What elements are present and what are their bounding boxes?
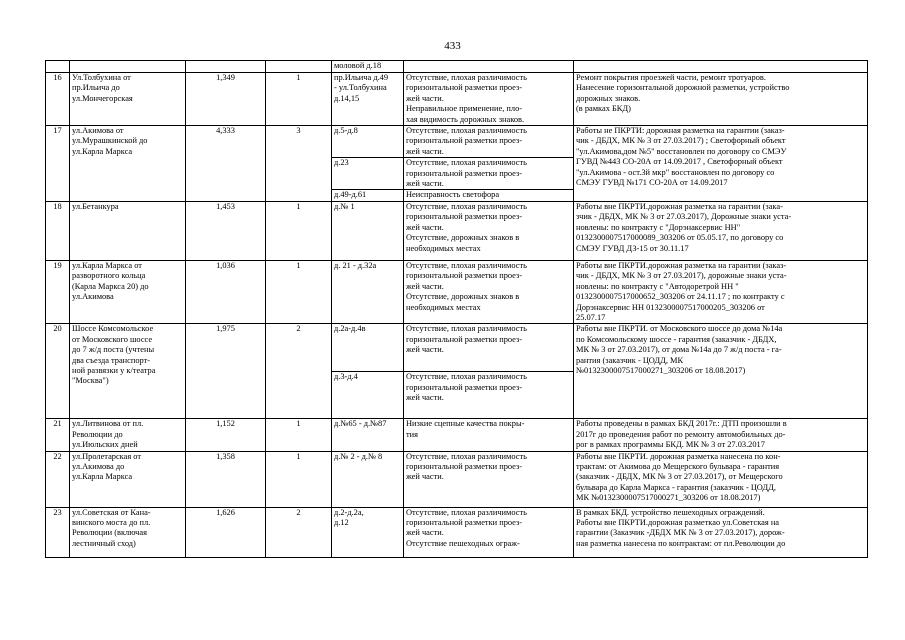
works-cell: Работы не ПКРТИ: дорожная разметка на гарантии (заказ- чик - ДБДХ, МК № 3 от 27.03.2017) ; Светофорный объект "ул.Акимова,дом №5" восстановлен по договору со СМЭУ ГУВД №443 СО-20А от 14.09.2017 , Светофорный объект "ул.Акимова - ост.3й мкр" восстановлен по договору со СМЭУ ГУВД №171 СО-20А от 14.09.2017 [574, 126, 868, 202]
street-cell cell-text: ул.Советская от Кана- винского моста до пл. Революции (включая лестничный сход) [70, 507, 186, 557]
table-row [46, 419, 868, 451]
row-number-cell: 23 [46, 507, 70, 557]
address-cell: д.49-д.61 [332, 190, 404, 201]
length-cell: 1,152 [186, 419, 266, 451]
length-cell: 1,453 [186, 201, 266, 260]
works-cell: Работы вне ПКРТИ. дорожная разметка нанесена по кон- трактам: от Акимова до Мещерского бульвара - гарантия (заказчик - ДБДХ, МК № 3 от 27.03.2017), от Мещерского бульвара до Карла Маркса - гарантия (заказчик - ЦОДД, МК №0132300007517000271_303206 от 18.08.2017) [574, 451, 868, 507]
row-number-cell: 21 [46, 419, 70, 451]
defect-cell: Низкие сцепные качества покры- тия [404, 419, 574, 451]
length-cell: 1,358 [186, 451, 266, 507]
lanes-cell: 3 [266, 126, 332, 202]
works-cell: Работы проведены в рамках БКД 2017г.: ДТП произошли в 2017г до проведения работ по ремонту автомобильных до- рог в рамках программы БКД. МК № 3 от 27.03.2017 [574, 419, 868, 451]
lanes-cell: 1 [266, 451, 332, 507]
works-cell: Работы вне ПКРТИ.дорожная разметка на гарантии (заказ- чик - ДБДХ, МК № 3 от 27.03.2017), дорожные знаки уста- новлены: по контракту с "Автодоретрой НН " 0132300007517000652_303206 от 24.11.17 ; по контракту с Дорэнаксервис НН 0132300007517000205_303206 от 25.07.17 [574, 260, 868, 323]
lanes-cell: 1 [266, 201, 332, 260]
length-cell: 1,975 [186, 324, 266, 419]
row-number-cell: 16 [46, 73, 70, 126]
defect-cell: Отсутствие, плохая различимость горизонтальной разметки проез- жей части. [404, 451, 574, 507]
lanes-cell: 1 [266, 73, 332, 126]
roads-table [45, 60, 868, 558]
row-number-cell: 18 [46, 201, 70, 260]
table-row [46, 201, 868, 260]
lanes-cell: 1 [266, 260, 332, 323]
works-cell: Работы вне ПКРТИ.дорожная разметка на гарантии (зака- зчик - ДБДХ, МК № 3 от 27.03.2017), Дорожные знаки уста- новлены: по контракту с "Дорэнаксервис НН" 0132300007517000089_303206 от 05.05.17, по договору со СМЭУ ГУВД ДЗ-15 от 30.11.17 [574, 201, 868, 260]
lanes-cell: 2 [266, 324, 332, 419]
lanes-cell: 2 [266, 507, 332, 557]
street-cell cell-text: ул.Акимова от ул.Мурашкинской до ул.Карла Маркса [70, 126, 186, 202]
page-number: 433 [444, 40, 461, 52]
table-row-continuation [46, 61, 868, 73]
defect-cell: Отсутствие, плохая различимость горизонтальной разметки проез- жей части. [404, 372, 574, 419]
defect-cell: Отсутствие, плохая различимость горизонтальной разметки проез- жей части. Неправильное применение, пло- хая видимость дорожных знаков. [404, 73, 574, 126]
address-cell: д.3-д.4 [332, 372, 404, 419]
table-row [46, 73, 868, 126]
table-row [46, 324, 868, 372]
length-cell: 4,333 [186, 126, 266, 202]
row-number-cell: 22 [46, 451, 70, 507]
street-cell cell-text: Шоссе Комсомольское от Московского шоссе до 7 ж/д поста (учтены два съезда транспорт- ной развязки у к/театра "Москва") [70, 324, 186, 419]
defect-cell: Отсутствие, плохая различимость горизонтальной разметки проез- жей части. [404, 158, 574, 190]
table-body [46, 61, 868, 558]
works-cell: Ремонт покрытия проезжей части, ремонт тротуаров. Нанесение горизонтальной дорожной разметки, устройство дорожных знаков. (в рамках БКД) [574, 73, 868, 126]
table-row [46, 126, 868, 158]
defect-cell: Отсутствие, плохая различимость горизонтальной разметки проез- жей части. [404, 324, 574, 372]
works-cell: Работы вне ПКРТИ. от Московского шоссе до дома №14а по Комсомольскому шоссе - гарантия (заказчик - ДБДХ, МК № 3 от 27.03.2017), от дома №14а до 7 ж/д поста - га- рантия (заказчик - ЦОДД, МК №0132300007517000271_303206 от 18.08.2017) [574, 324, 868, 419]
defect-cell: Отсутствие, плохая различимость горизонтальной разметки проез- жей части. Отсутствие пешеходных ограж- [404, 507, 574, 557]
defect-cell: Отсутствие, плохая различимость горизонтальной разметки проез- жей части. Отсутствие, дорожных знаков в необходимых местах [404, 260, 574, 323]
length-cell: 1,036 [186, 260, 266, 323]
address-cell: д.2а-д.4в [332, 324, 404, 372]
address-cell: пр.Ильича д.49 - ул.Толбухина д.14,15 [332, 73, 404, 126]
address-cell: д.5-д.8 [332, 126, 404, 158]
street-cell cell-text: ул.Карла Маркса от разворотного кольца (Карла Маркса 20) до ул.Акимова [70, 260, 186, 323]
lanes-cell: 1 [266, 419, 332, 451]
length-cell: 1,626 [186, 507, 266, 557]
row-number-cell: 20 [46, 324, 70, 419]
street-cell cell-text: ул.Бетанкура [70, 201, 186, 260]
row-number-cell: 19 [46, 260, 70, 323]
defect-cell: Отсутствие, плохая различимость горизонтальной разметки проез- жей части. Отсутствие, дорожных знаков в необходимых местах [404, 201, 574, 260]
street-cell cell-text: ул.Литвинова от пл. Революции до ул.Июльских дней [70, 419, 186, 451]
table-row [46, 507, 868, 557]
works-cell: В рамках БКД. устройство пешеходных ограждений. Работы вне ПКРТИ.дорожная разметкао ул.Советская на гарантии (Заказчик -ДБДХ МК № 3 от 27.03.2017), дорож- ная разметка нанесена по контрактам: от пл.Революции до [574, 507, 868, 557]
defect-cell: Отсутствие, плохая различимость горизонтальной разметки проез- жей части. [404, 126, 574, 158]
address-cell: д.№65 - д.№87 [332, 419, 404, 451]
street-cell cell-text: ул.Пролетарская от ул.Акимова до ул.Карла Маркса [70, 451, 186, 507]
defect-cell: Неисправность светофора [404, 190, 574, 201]
street-cell cell-text: Ул.Толбухина от пр.Ильича до ул.Мончегорская [70, 73, 186, 126]
table-row [46, 260, 868, 323]
address-cell: д.2-д.2а, д.12 [332, 507, 404, 557]
address-cell: д.23 [332, 158, 404, 190]
address-cell: д. 21 - д.32а [332, 260, 404, 323]
address-cell: д.№ 2 - д.№ 8 [332, 451, 404, 507]
table-row [46, 451, 868, 507]
length-cell: 1,349 [186, 73, 266, 126]
address-cell: моловой д.18 [332, 61, 404, 73]
address-cell: д.№ 1 [332, 201, 404, 260]
row-number-cell: 17 [46, 126, 70, 202]
